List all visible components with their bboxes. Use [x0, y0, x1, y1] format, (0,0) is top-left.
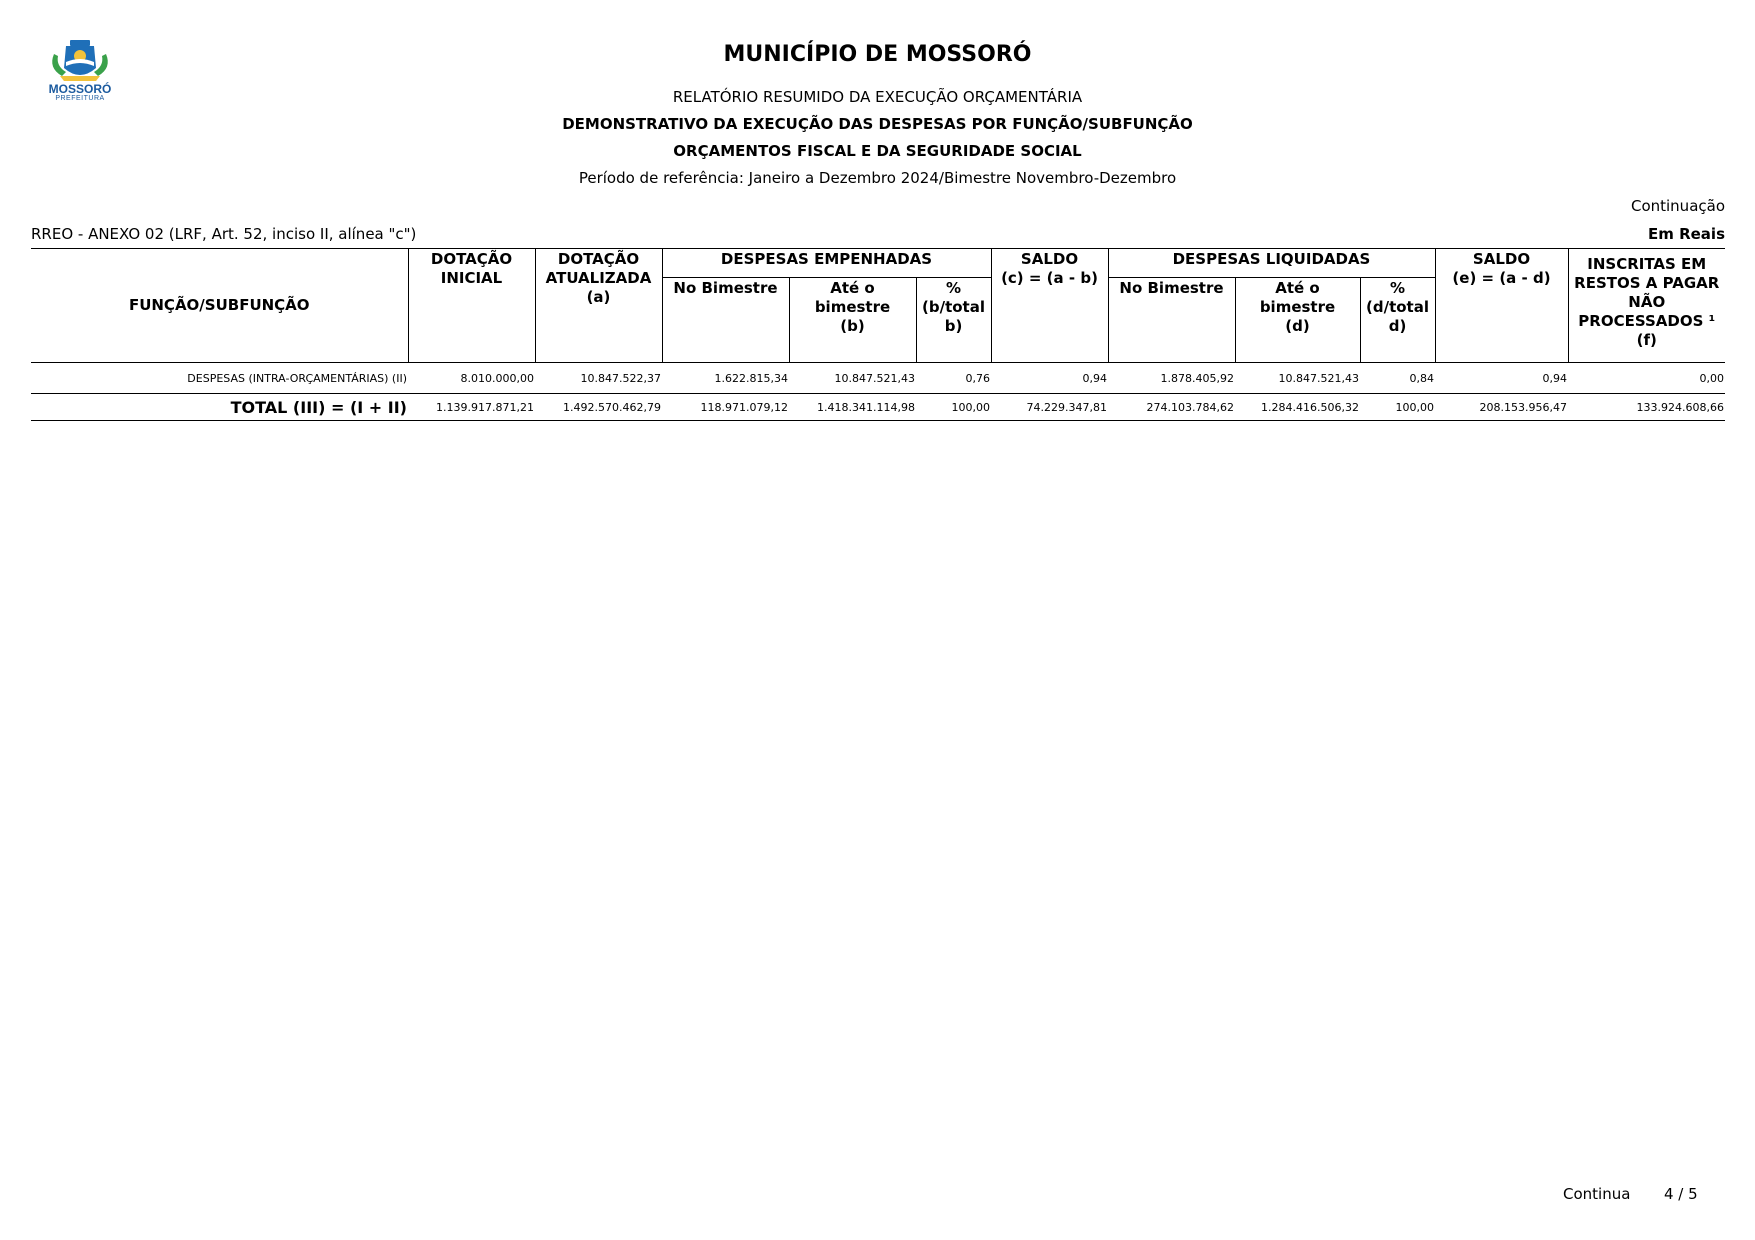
logo-text: MOSSORÓ: [48, 82, 112, 96]
annex-label: RREO - ANEXO 02 (LRF, Art. 52, inciso II, alínea "c"): [31, 225, 417, 243]
cell-inscritas-rp: 0,00: [1568, 363, 1725, 394]
report-budget-scope: ORÇAMENTOS FISCAL E DA SEGURIDADE SOCIAL: [673, 142, 1082, 160]
unit-label: Em Reais: [1647, 225, 1725, 243]
report-title: MUNICÍPIO DE MOSSORÓ: [723, 42, 1032, 67]
cell-liq-percent: 100,00: [1360, 394, 1435, 421]
page-number: 4 / 5: [1664, 1185, 1698, 1203]
row-label: TOTAL (III) = (I + II): [31, 394, 408, 421]
cell-emp-no-bimestre: 1.622.815,34: [662, 363, 789, 394]
cell-emp-ate-bimestre: 10.847.521,43: [789, 363, 916, 394]
table-row-total: [31, 394, 1725, 421]
cell-dotacao-inicial: 8.010.000,00: [408, 363, 535, 394]
header-dotacao-inicial: DOTAÇÃO INICIAL: [408, 249, 535, 363]
cell-emp-percent: 0,76: [916, 363, 991, 394]
cell-liq-no-bimestre: 1.878.405,92: [1108, 363, 1235, 394]
cell-liq-ate-bimestre: 10.847.521,43: [1235, 363, 1360, 394]
header-saldo-c: SALDO (c) = (a - b): [991, 249, 1108, 363]
cell-emp-ate-bimestre: 1.418.341.114,98: [789, 394, 916, 421]
report-heading: DEMONSTRATIVO DA EXECUÇÃO DAS DESPESAS POR FUNÇÃO/SUBFUNÇÃO: [562, 115, 1193, 133]
cell-saldo-e: 208.153.956,47: [1435, 394, 1568, 421]
table-row-intra-orcamentarias: [31, 363, 1725, 394]
header-emp-no-bimestre: No Bimestre: [662, 278, 789, 363]
cell-inscritas-rp: 133.924.608,66: [1568, 394, 1725, 421]
cell-liq-percent: 0,84: [1360, 363, 1435, 394]
cell-dotacao-atualizada: 1.492.570.462,79: [535, 394, 662, 421]
cell-liq-ate-bimestre: 1.284.416.506,32: [1235, 394, 1360, 421]
header-liq-ate-bimestre: Até o bimestre (d): [1235, 278, 1360, 363]
report-subtitle: RELATÓRIO RESUMIDO DA EXECUÇÃO ORÇAMENTÁRIA: [672, 88, 1083, 106]
header-emp-percent: % (b/total b): [916, 278, 991, 363]
header-liq-no-bimestre: No Bimestre: [1108, 278, 1235, 363]
continues-label: Continua: [1563, 1185, 1631, 1203]
cell-dotacao-inicial: 1.139.917.871,21: [408, 394, 535, 421]
continuation-label: Continuação: [1630, 197, 1725, 215]
logo-subtext: PREFEITURA: [55, 95, 105, 102]
row-label: DESPESAS (INTRA-ORÇAMENTÁRIAS) (II): [31, 363, 408, 394]
header-emp-ate-bimestre: Até o bimestre (b): [789, 278, 916, 363]
cell-saldo-c: 74.229.347,81: [991, 394, 1108, 421]
header-funcao: FUNÇÃO/SUBFUNÇÃO: [31, 249, 408, 363]
header-saldo-e: SALDO (e) = (a - d): [1435, 249, 1568, 363]
header-inscritas-rp: INSCRITAS EM RESTOS A PAGAR NÃO PROCESSADOS ¹ (f): [1568, 249, 1725, 363]
reference-period: Período de referência: Janeiro a Dezembro 2024/Bimestre Novembro-Dezembro: [578, 169, 1177, 187]
cell-liq-no-bimestre: 274.103.784,62: [1108, 394, 1235, 421]
header-despesas-empenhadas: DESPESAS EMPENHADAS: [662, 249, 991, 278]
cell-saldo-e: 0,94: [1435, 363, 1568, 394]
cell-dotacao-atualizada: 10.847.522,37: [535, 363, 662, 394]
cell-saldo-c: 0,94: [991, 363, 1108, 394]
cell-emp-percent: 100,00: [916, 394, 991, 421]
header-dotacao-atualizada: DOTAÇÃO ATUALIZADA (a): [535, 249, 662, 363]
header-despesas-liquidadas: DESPESAS LIQUIDADAS: [1108, 249, 1435, 278]
expenses-table: [31, 248, 1725, 421]
cell-emp-no-bimestre: 118.971.079,12: [662, 394, 789, 421]
header-liq-percent: % (d/total d): [1360, 278, 1435, 363]
